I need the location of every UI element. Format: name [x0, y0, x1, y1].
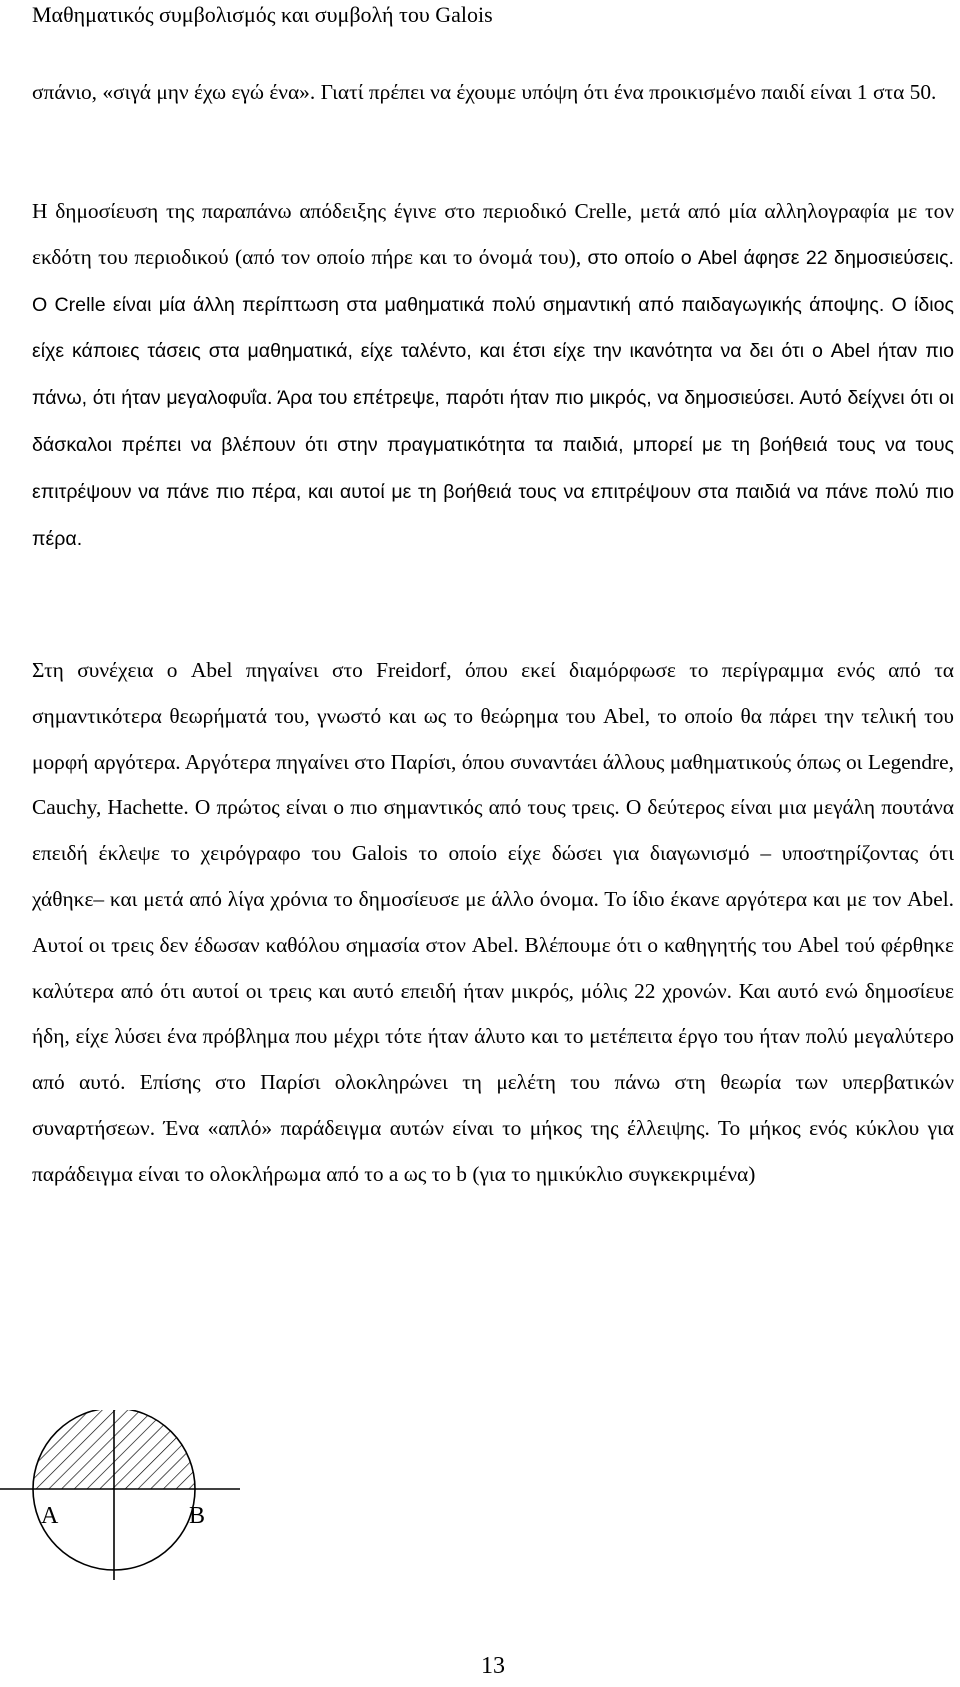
label-b: B: [189, 1503, 206, 1529]
paragraph-2: [32, 189, 954, 562]
semicircle-figure: [0, 1410, 240, 1580]
paragraph-1: σπάνιο, «σιγά μην έχω εγώ ένα». Γιατί πρέπει να έχουμε υπόψη ότι ένα προικισμένο παιδί είναι 1 στα 50.: [32, 80, 937, 104]
label-a: A: [41, 1503, 59, 1529]
page-number: 13: [481, 1653, 505, 1679]
paragraph-3: Στη συνέχεια ο Abel πηγαίνει στο Freidorf, όπου εκεί διαμόρφωσε το περίγραμμα ενός από τα σημαντικότερα θεωρήματά του, γνωστό και ως το θεώρημα του Abel, το οποίο θα πάρει την τελική του μορφή αργότερα. Αργότερα πηγαίνει στο Παρίσι, όπου συναντάει άλλους μαθηματικούς όπως οι Legendre, Cauchy, Hachette. Ο πρώτος είναι ο πιο σημαντικός από τους τρεις. Ο δεύτερος είναι μια μεγάλη πουτάνα επειδή έκλεψε το χειρόγραφο του Galois το οποίο είχε δώσει για διαγωνισμό – υποστηρίζοντας ότι χάθηκε– και μετά από λίγα χρόνια το δημοσίευσε με άλλο όνομα. Το ίδιο έκανε αργότερα και με τον Abel. Αυτοί οι τρεις δεν έδωσαν καθόλου σημασία στον Abel. Βλέπουμε ότι ο καθηγητής του Abel τού φέρθηκε καλύτερα από ότι αυτοί οι τρεις και αυτό επειδή ήταν μικρός, μόλις 22 χρονών. Και αυτό ενώ δημοσίευε ήδη, είχε λύσει ένα πρόβλημα που μέχρι τότε ήταν άλυτο και το μετέπειτα έργο του ήταν πολύ μεγαλύτερο από αυτό. Επίσης στο Παρίσι ολοκληρώνει τη μελέτη του πάνω στη θεωρία των υπερβατικών συναρτήσεων. Ένα «απλό» παράδειγμα αυτών είναι το μήκος της έλλειψης. Το μήκος ενός κύκλου για παράδειγμα είναι το ολοκλήρωμα από το a ως το b (για το ημικύκλιο συγκεκριμένα): [32, 658, 954, 1186]
paragraph-2-sans-part: στο οποίο ο Abel άφησε 22 δημοσιεύσεις. Ο Crelle είναι μία άλλη περίπτωση στα μαθηματικά πολύ σημαντική από παιδαγωγικής άποψης. Ο ίδιος είχε κάποιες τάσεις στα μαθηματικά, είχε ταλέντο, και έτσι είχε την ικανότητα να δει ότι ο Abel ήταν πιο πάνω, ότι ήταν μεγαλοφυΐα. Άρα του επέτρεψε, παρότι ήταν πιο μικρός, να δημοσιεύσει. Αυτό δείχνει ότι οι δάσκαλοι πρέπει να βλέπουν ότι στην πραγματικότητα τα παιδιά, μπορεί με τη βοήθειά τους να τους επιτρέψουν να πάνε πιο πέρα, και αυτοί με τη βοήθειά τους να επιτρέψουν στα παιδιά να πάνε πολύ πιο πέρα.: [32, 246, 954, 550]
paragraph-2-serif-part: Η δημοσίευση της παραπάνω απόδειξης έγινε στο περιοδικό Crelle, μετά από μία αλληλογραφία με τον εκδότη του περιοδικού (από τον οποίο πήρε και το όνομά του),: [32, 199, 954, 269]
running-header: Μαθηματικός συμβολισμός και συμβολή του Galois: [32, 2, 493, 27]
